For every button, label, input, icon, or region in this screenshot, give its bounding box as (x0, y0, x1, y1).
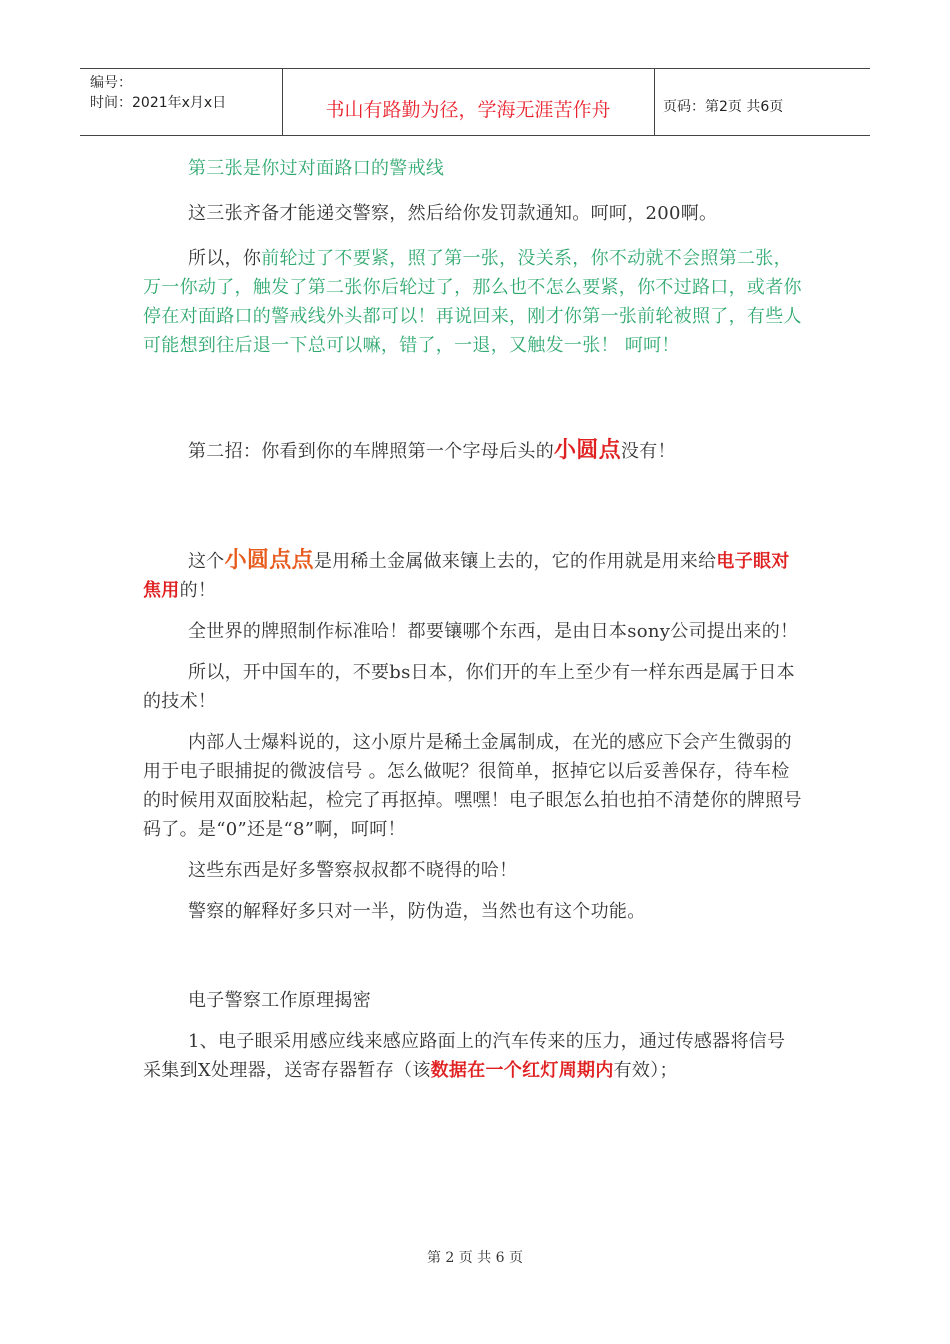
paragraph-12 (143, 1027, 803, 1085)
small-dot-highlight: 小圆点 (554, 437, 621, 463)
paragraph-5-tail: 的！ (179, 580, 217, 601)
paragraph-3-lead: 所以，你 (188, 248, 262, 269)
header-motto: 书山有路勤为径，学海无涯苦作舟 (325, 99, 611, 121)
paragraph-5 (143, 546, 803, 605)
small-dots-highlight: 小圆点点 (224, 547, 314, 573)
paragraph-3-highlight: 前轮过了不要紧，照了第一张，没关系，你不动就不会照第二张，万一你动了，触发了第二张你后轮过了，那么也不怎么要紧，你不过路口，或者你停在对面路口的警戒线外头都可以！再说回来，刚才你第一张前轮被照了，有些人可能想到往后退一下总可以嘛，错了，一退，又触发一张！ 呵呵！ (143, 248, 802, 356)
section-heading: 电子警察工作原理揭密 (188, 990, 371, 1011)
paragraph-4-tail: 没有！ (620, 441, 676, 462)
paragraph-2: 这三张齐备才能递交警察，然后给你发罚款通知。呵呵，200啊。 (188, 203, 718, 224)
paragraph-10: 警察的解释好多只对一半，防伪造，当然也有这个功能。 (188, 901, 646, 922)
page-header (80, 68, 870, 136)
paragraph-4 (143, 436, 803, 466)
paragraph-6: 全世界的牌照制作标准哈！都要镶哪个东西，是由日本sony公司提出来的！ (188, 621, 799, 642)
header-page-info: 页码：第2页 共6页 (663, 99, 784, 115)
document-body (143, 140, 803, 1085)
header-left-cell (80, 69, 283, 135)
paragraph-3 (143, 244, 803, 360)
paragraph-5-mid: 是用稀土金属做来镶上去的，它的作用就是用来给 (313, 551, 717, 572)
paragraph-8: 内部人士爆料说的，这小原片是稀土金属制成，在光的感应下会产生微弱的用于电子眼捕捉的微波信号 。怎么做呢？很简单，抠掉它以后妥善保存，待车检的时候用双面胶粘起，检完了再抠掉。嘿嘿！电子眼怎么拍也拍不清楚你的牌照号码了。是“0”还是“8”啊，呵呵！ (143, 732, 802, 840)
red-cycle-highlight: 数据在一个红灯周期内 (430, 1060, 614, 1081)
header-right-cell (655, 69, 870, 135)
paragraph-7: 所以，开中国车的，不要bs日本，你们开的车上至少有一样东西是属于日本的技术！ (143, 662, 795, 712)
document-date-label: 时间：2021年x月x日 (90, 95, 227, 111)
paragraph-9: 这些东西是好多警察叔叔都不晓得的哈！ (188, 860, 518, 881)
page-footer: 第 2 页 共 6 页 (426, 1250, 524, 1266)
header-middle-cell (282, 69, 655, 135)
paragraph-12-lead: 1、电子眼采用感应线来感应路面上的汽车传来的压力，通过传感器将信号采集到X处理器，送寄存器暂存（该 (143, 1031, 786, 1081)
document-number-label: 编号： (90, 75, 132, 91)
paragraph-4-lead: 第二招：你看到你的车牌照第一个字母后头的 (188, 441, 554, 462)
paragraph-1: 第三张是你过对面路口的警戒线 (188, 158, 445, 179)
paragraph-12-tail: 有效）； (613, 1060, 678, 1081)
focus-highlight: 电子眼对焦用 (143, 551, 790, 601)
paragraph-5-lead: 这个 (188, 551, 225, 572)
